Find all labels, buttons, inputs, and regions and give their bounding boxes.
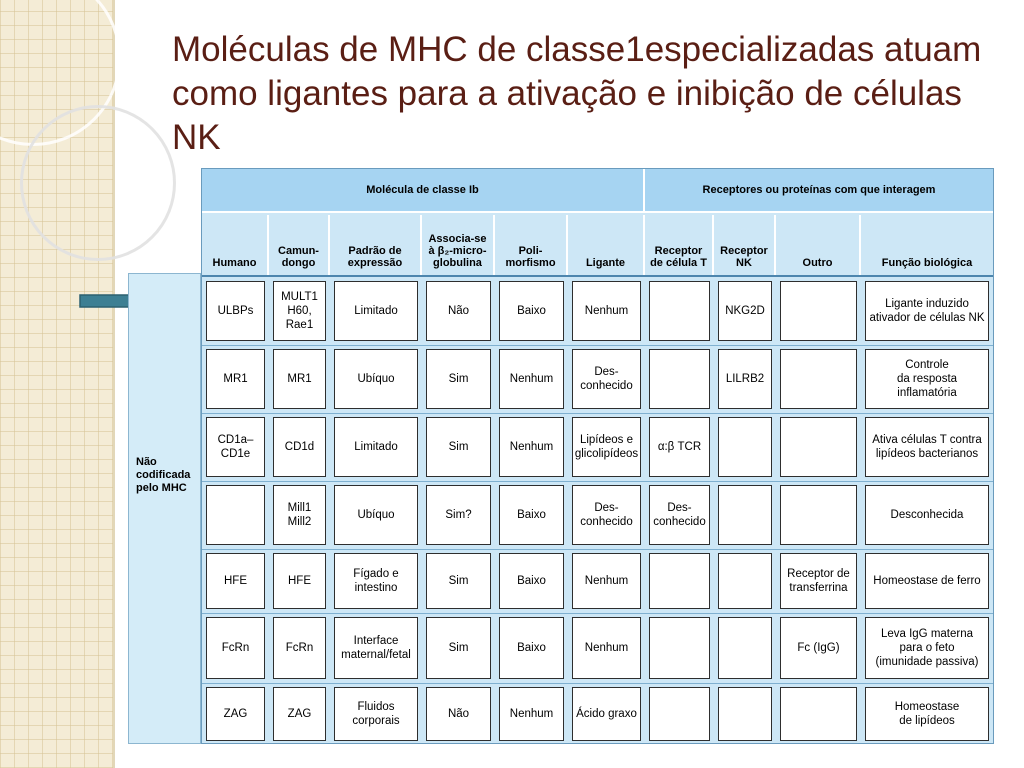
table-cell: MR1 xyxy=(273,349,326,409)
row-divider xyxy=(202,481,993,482)
table-cell: Baixo xyxy=(499,553,564,609)
table-cell: Homeostase de ferro xyxy=(865,553,989,609)
table-cell xyxy=(649,617,710,679)
column-header: Camun- dongo xyxy=(269,215,330,275)
table-cell: Controle da resposta inflamatória xyxy=(865,349,989,409)
table-cell xyxy=(780,349,857,409)
column-header: Outro xyxy=(776,215,861,275)
row-divider xyxy=(202,683,993,684)
table-cell xyxy=(780,417,857,477)
table-cell: Desconhecida xyxy=(865,485,989,545)
table-cell xyxy=(718,687,772,741)
table-cell: MULT1 H60, Rae1 xyxy=(273,281,326,341)
table-cell: Nenhum xyxy=(572,553,641,609)
table-cell xyxy=(718,553,772,609)
table-cell: Homeostase de lipídeos xyxy=(865,687,989,741)
decorative-circle xyxy=(20,105,176,261)
table-cell: Não xyxy=(426,281,491,341)
table-cell: Des- conhecido xyxy=(572,485,641,545)
table-cell xyxy=(780,485,857,545)
column-header: Humano xyxy=(202,215,269,275)
row-divider xyxy=(202,345,993,346)
table-cell: Nenhum xyxy=(572,617,641,679)
group-header-molecule: Molécula de classe Ib xyxy=(202,169,645,213)
table-cell xyxy=(718,417,772,477)
table-cell: HFE xyxy=(206,553,265,609)
table-cell: Ubíquo xyxy=(334,349,418,409)
table-cell: ZAG xyxy=(273,687,326,741)
table-cell: ULBPs xyxy=(206,281,265,341)
table-cell: Des- conhecido xyxy=(649,485,710,545)
table-cell: α:β TCR xyxy=(649,417,710,477)
table-cell xyxy=(718,485,772,545)
table-cell: Ubíquo xyxy=(334,485,418,545)
table-cell: MR1 xyxy=(206,349,265,409)
table-cell: Interface maternal/fetal xyxy=(334,617,418,679)
table-cell: Fígado e intestino xyxy=(334,553,418,609)
column-header: Função biológica xyxy=(881,257,973,269)
header-divider xyxy=(202,275,993,277)
table-cell: Fc (IgG) xyxy=(780,617,857,679)
table-cell xyxy=(649,349,710,409)
table-cell: Ativa células T contra lipídeos bacterianos xyxy=(865,417,989,477)
table-cell: Lipídeos e glicolipídeos xyxy=(572,417,641,477)
table-cell: NKG2D xyxy=(718,281,772,341)
table-cell: HFE xyxy=(273,553,326,609)
column-header: Poli- morfismo xyxy=(495,215,568,275)
table-cell xyxy=(718,617,772,679)
column-header: Receptor NK xyxy=(714,215,776,275)
table-cell: Limitado xyxy=(334,417,418,477)
row-divider xyxy=(202,413,993,414)
slide-title: Moléculas de MHC de classe1especializadas atuam como ligantes para a ativação e inibição de células NK xyxy=(172,30,982,157)
table-cell: Fluidos corporais xyxy=(334,687,418,741)
side-panel xyxy=(128,273,201,744)
table-cell: Leva IgG materna para o feto (imunidade passiva) xyxy=(865,617,989,679)
group-header-receptors: Receptores ou proteínas com que interagem xyxy=(645,169,993,213)
classe-ib-table xyxy=(201,168,994,744)
column-header: Associa-se à β₂-micro- globulina xyxy=(422,215,495,275)
table-cell xyxy=(649,687,710,741)
table-cell: Nenhum xyxy=(499,417,564,477)
table-cell: CD1a– CD1e xyxy=(206,417,265,477)
table-cell: Sim xyxy=(426,553,491,609)
table-cell: Ácido graxo xyxy=(572,687,641,741)
column-header: Receptor de célula T xyxy=(645,215,714,275)
table-cell: FcRn xyxy=(206,617,265,679)
table-cell: Ligante induzido ativador de células NK xyxy=(865,281,989,341)
table-cell: Receptor de transferrina xyxy=(780,553,857,609)
table-cell: Nenhum xyxy=(499,687,564,741)
side-label: Não codificada pelo MHC xyxy=(136,456,191,494)
row-divider xyxy=(202,549,993,550)
table-cell: Baixo xyxy=(499,281,564,341)
table-cell xyxy=(780,281,857,341)
table-cell: Sim xyxy=(426,349,491,409)
column-header: Ligante xyxy=(568,215,645,275)
table-cell: Des- conhecido xyxy=(572,349,641,409)
table-cell: Baixo xyxy=(499,485,564,545)
table-cell: Limitado xyxy=(334,281,418,341)
table-cell xyxy=(649,553,710,609)
table-cell: ZAG xyxy=(206,687,265,741)
table-cell: Sim xyxy=(426,617,491,679)
table-cell: Mill1 Mill2 xyxy=(273,485,326,545)
table-cell xyxy=(780,687,857,741)
table-cell: CD1d xyxy=(273,417,326,477)
table-cell: Não xyxy=(426,687,491,741)
table-cell: Nenhum xyxy=(499,349,564,409)
table-cell xyxy=(649,281,710,341)
table-cell: LILRB2 xyxy=(718,349,772,409)
table-cell: Nenhum xyxy=(572,281,641,341)
column-header: Padrão de expressão xyxy=(330,215,422,275)
table-cell: Sim? xyxy=(426,485,491,545)
table-cell: Baixo xyxy=(499,617,564,679)
table-cell xyxy=(206,485,265,545)
table-cell: FcRn xyxy=(273,617,326,679)
row-divider xyxy=(202,613,993,614)
table-cell: Sim xyxy=(426,417,491,477)
